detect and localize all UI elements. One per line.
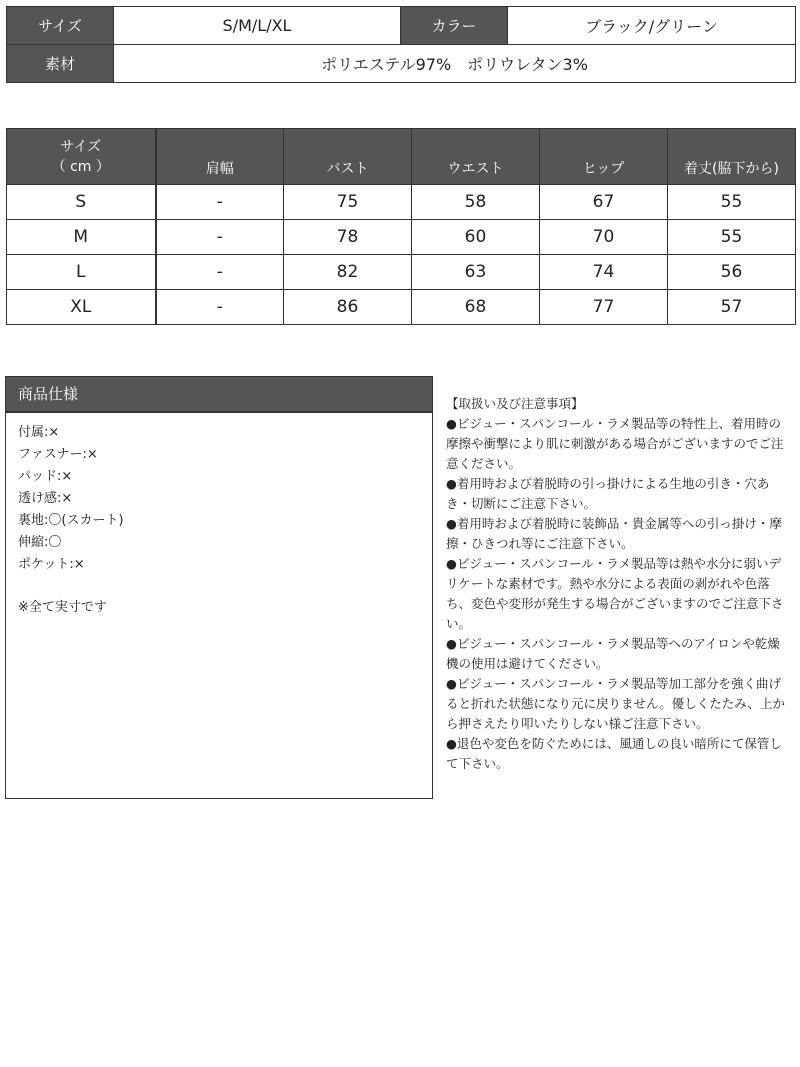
size-cell: S — [7, 185, 156, 220]
table-row — [7, 185, 796, 220]
size-table-header-hip: ヒップ — [540, 129, 668, 185]
spec-note: ※全て実寸です — [18, 600, 107, 615]
material-value: ポリエステル97% ポリウレタン3% — [114, 45, 796, 83]
info-row-material — [7, 45, 796, 83]
size-table-header-length: 着丈(脇下から) — [668, 129, 796, 185]
color-value: ブラック/グリーン — [508, 7, 796, 45]
bust-cell: 86 — [284, 290, 412, 325]
size-label: サイズ — [7, 7, 114, 45]
product-info-table — [6, 6, 796, 83]
list-item: 伸縮:〇 — [18, 535, 62, 550]
hip-cell: 74 — [540, 255, 668, 290]
list-item: ●ビジュー・スパンコール・ラメ製品等は熱や水分に弱いデリケートな素材です。熱や水分による表面の剥がれや色落ち、変色や変形が発生する場合がございますのでご注意下さい。 — [446, 556, 784, 631]
table-row — [7, 220, 796, 255]
size-table-header-size: サイズ （ cm ） — [7, 129, 156, 185]
length-cell: 55 — [668, 220, 796, 255]
shoulder-cell: - — [156, 220, 284, 255]
list-item: ●ビジュー・スパンコール・ラメ製品等へのアイロンや乾燥機の使用は避けてください。 — [446, 636, 780, 671]
size-cell: L — [7, 255, 156, 290]
list-item: ●ビジュー・スパンコール・ラメ製品等加工部分を強く曲げると折れた状態になり元に戻りません。優しくたたみ、上から押さえたり叩いたりしない様ご注意下さい。 — [446, 676, 786, 731]
size-table-header — [7, 129, 796, 185]
list-item: パッド:× — [18, 469, 73, 484]
shoulder-cell: - — [156, 290, 284, 325]
bust-cell: 82 — [284, 255, 412, 290]
list-item: 付属:× — [18, 425, 60, 440]
material-label: 素材 — [7, 45, 114, 83]
spec-list — [6, 413, 432, 576]
length-cell: 57 — [668, 290, 796, 325]
length-cell: 55 — [668, 185, 796, 220]
list-item: ポケット:× — [18, 557, 85, 572]
list-item: 透け感:× — [18, 491, 73, 506]
waist-cell: 68 — [412, 290, 540, 325]
size-table — [6, 128, 796, 325]
care-title: 【取扱い及び注意事項】 — [446, 396, 584, 411]
bust-cell: 78 — [284, 220, 412, 255]
shoulder-cell: - — [156, 255, 284, 290]
size-table-header-shoulder: 肩幅 — [156, 129, 284, 185]
size-table-header-bust: バスト — [284, 129, 412, 185]
list-item: ファスナー:× — [18, 447, 98, 462]
table-row — [7, 255, 796, 290]
bust-cell: 75 — [284, 185, 412, 220]
spec-title: 商品仕様 — [6, 377, 432, 413]
size-value: S/M/L/XL — [114, 7, 401, 45]
product-spec-box — [5, 376, 433, 799]
hip-cell: 67 — [540, 185, 668, 220]
size-cell: XL — [7, 290, 156, 325]
list-item: 裏地:〇(スカート) — [18, 513, 124, 528]
list-item: ●退色や変色を防ぐためには、風通しの良い暗所にて保管して下さい。 — [446, 736, 782, 771]
shoulder-cell: - — [156, 185, 284, 220]
size-cell: M — [7, 220, 156, 255]
hip-cell: 77 — [540, 290, 668, 325]
info-row-size-color — [7, 7, 796, 45]
list-item: ●ビジュー・スパンコール・ラメ製品等の特性上、着用時の摩擦や衝撃により肌に刺激がある場合がございますのでご注意ください。 — [446, 416, 784, 471]
length-cell: 56 — [668, 255, 796, 290]
color-label: カラー — [401, 7, 508, 45]
table-row — [7, 290, 796, 325]
list-item: ●着用時および着脱時に装飾品・貴金属等への引っ掛け・摩擦・ひきつれ等にご注意下さい。 — [446, 516, 782, 551]
waist-cell: 63 — [412, 255, 540, 290]
waist-cell: 60 — [412, 220, 540, 255]
care-notes — [446, 394, 792, 774]
waist-cell: 58 — [412, 185, 540, 220]
size-table-header-waist: ウエスト — [412, 129, 540, 185]
hip-cell: 70 — [540, 220, 668, 255]
list-item: ●着用時および着脱時の引っ掛けによる生地の引き・穴あき・切断にご注意下さい。 — [446, 476, 770, 511]
